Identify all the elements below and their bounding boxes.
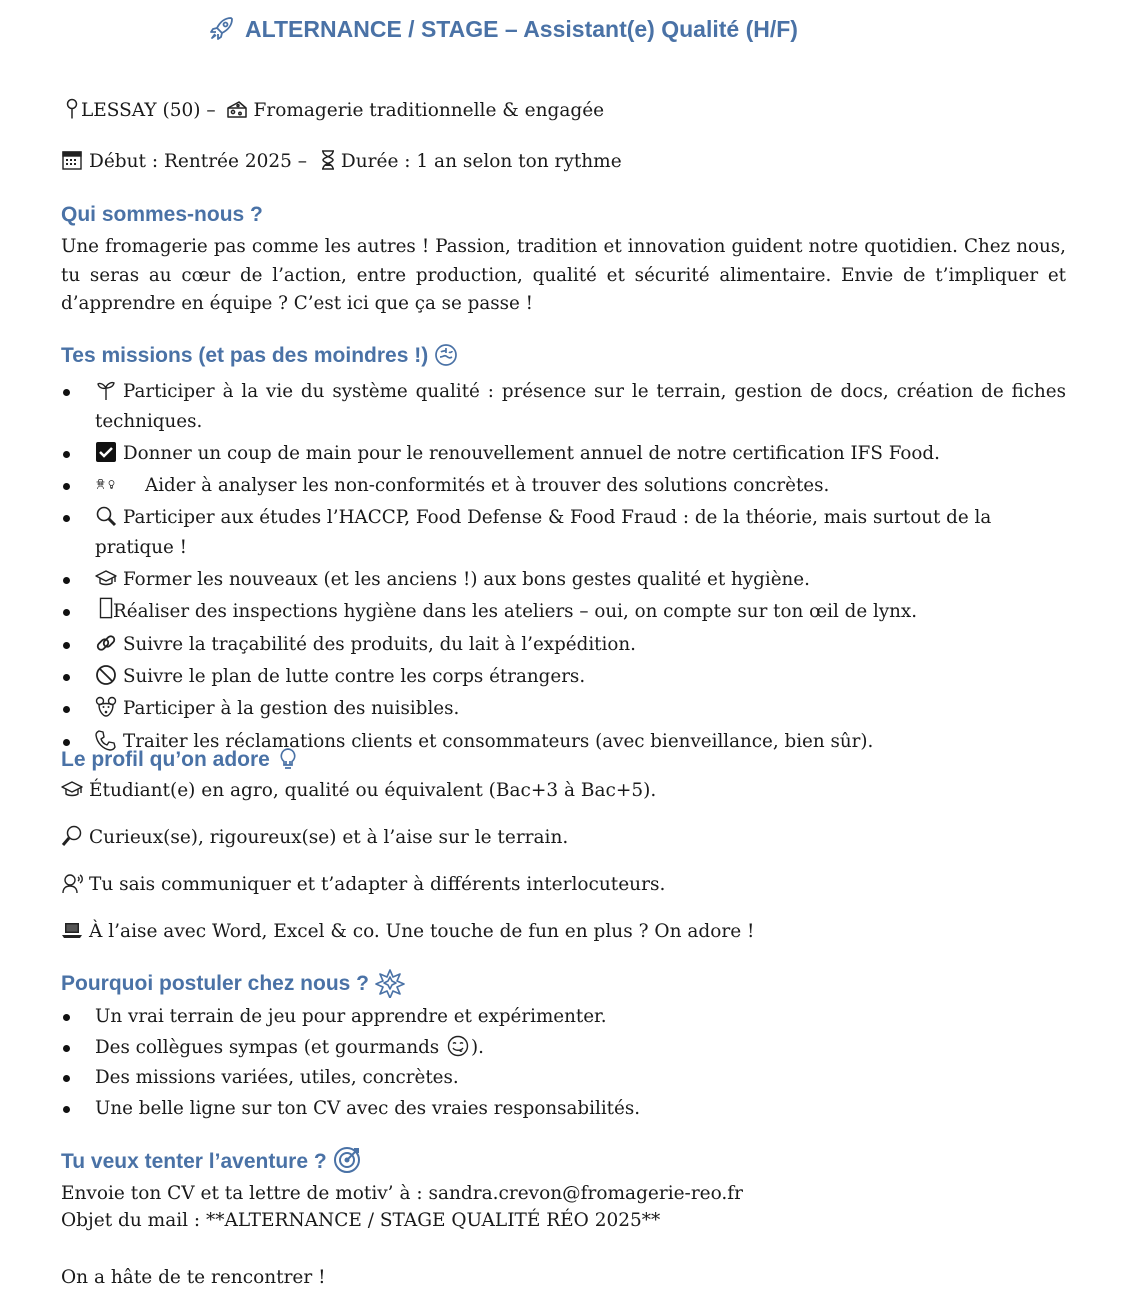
check-box-icon	[95, 441, 117, 463]
list-item: Aider à analyser les non-conformités et à trouver des solutions concrètes.	[61, 471, 1066, 501]
why-list	[61, 1002, 1066, 1124]
apply-line-subject: Objet du mail : **ALTERNANCE / STAGE QUALITÉ RÉO 2025**	[61, 1210, 661, 1231]
profile-item: Tu sais communiquer et t’adapter à différents interlocuteurs.	[61, 871, 665, 899]
document-title	[0, 12, 1066, 46]
list-item: Une belle ligne sur ton CV avec des vraies responsabilités.	[61, 1094, 1066, 1125]
apply-heading: Tu veux tenter l’aventure ?	[61, 1146, 361, 1177]
pin-icon	[61, 98, 77, 120]
mouse-face-icon	[95, 696, 117, 718]
graduation-cap-icon	[61, 778, 83, 800]
magnifier-icon	[95, 505, 117, 527]
link-icon	[95, 632, 117, 654]
brain-icon	[434, 343, 458, 367]
target-icon	[333, 1146, 361, 1174]
about-text: Une fromagerie pas comme les autres ! Passion, tradition et innovation guident notre quotidien. Chez nous, tu seras au cœur de l’action, entre production, qualité et sécurité alimentaire. Envie de t’impliquer et d’apprendre en équipe ? C’est ici que ça se passe !	[61, 236, 1066, 315]
detective-bulb-icon	[95, 473, 139, 495]
missions-heading: Tes missions (et pas des moindres !)	[61, 341, 458, 371]
list-item: Des missions variées, utiles, concrètes.	[61, 1063, 1066, 1094]
about-heading: Qui sommes-nous ?	[61, 203, 263, 226]
why-heading: Pourquoi postuler chez nous ?	[61, 968, 405, 999]
list-item: Suivre le plan de lutte contre les corps étrangers.	[61, 662, 1066, 692]
list-item: Traiter les réclamations clients et consommateurs (avec bienveillance, bien sûr).	[61, 727, 1066, 757]
profile-heading: Le profil qu’on adore	[61, 745, 300, 775]
cheese-icon	[226, 98, 248, 120]
prohibited-icon	[95, 664, 117, 686]
calendar-icon	[61, 149, 83, 171]
laptop-icon	[61, 919, 83, 941]
missions-list	[61, 377, 1066, 759]
rocket-icon	[207, 13, 237, 43]
list-item: Suivre la traçabilité des produits, du lait à l’expédition.	[61, 630, 1066, 660]
yum-face-icon	[447, 1035, 469, 1057]
hourglass-icon	[317, 149, 335, 171]
closing-line: On a hâte de te rencontrer !	[61, 1267, 326, 1288]
speaking-person-icon	[61, 872, 83, 894]
lightbulb-icon	[276, 747, 300, 771]
dates-line: Début : Rentrée 2025 – Durée : 1 an selon ton rythme	[61, 148, 622, 176]
title-text: ALTERNANCE / STAGE – Assistant(e) Qualité (H/F)	[245, 16, 798, 42]
missing-glyph-icon	[95, 597, 105, 613]
sprout-icon	[95, 379, 117, 401]
profile-item: Curieux(se), rigoureux(se) et à l’aise sur le terrain.	[61, 824, 568, 852]
graduation-cap-icon	[95, 567, 117, 589]
list-item: Former les nouveaux (et les anciens !) aux bons gestes qualité et hygiène.	[61, 565, 1066, 595]
list-item: Participer aux études l’HACCP, Food Defense & Food Fraud : de la théorie, mais surtout de la pratique !	[61, 503, 1066, 562]
list-item: Des collègues sympas (et gourmands ).	[61, 1033, 1066, 1064]
profile-item: Étudiant(e) en agro, qualité ou équivalent (Bac+3 à Bac+5).	[61, 777, 656, 805]
list-item: Participer à la gestion des nuisibles.	[61, 694, 1066, 724]
list-item: Un vrai terrain de jeu pour apprendre et expérimenter.	[61, 1002, 1066, 1033]
location-line: LESSAY (50) – Fromagerie traditionnelle & engagée	[61, 97, 604, 125]
profile-item: À l’aise avec Word, Excel & co. Une touche de fun en plus ? On adore !	[61, 918, 754, 946]
list-item: Réaliser des inspections hygiène dans les ateliers – oui, on compte sur ton œil de lynx.	[61, 597, 1066, 627]
list-item: Donner un coup de main pour le renouvellement annuel de notre certification IFS Food.	[61, 439, 1066, 469]
sparkle-burst-icon	[375, 968, 405, 998]
magnifier-icon	[61, 825, 83, 847]
apply-line-email: Envoie ton CV et ta lettre de motiv’ à : sandra.crevon@fromagerie-reo.fr	[61, 1183, 743, 1204]
list-item: Participer à la vie du système qualité : présence sur le terrain, gestion de docs, création de fiches techniques.	[61, 377, 1066, 436]
